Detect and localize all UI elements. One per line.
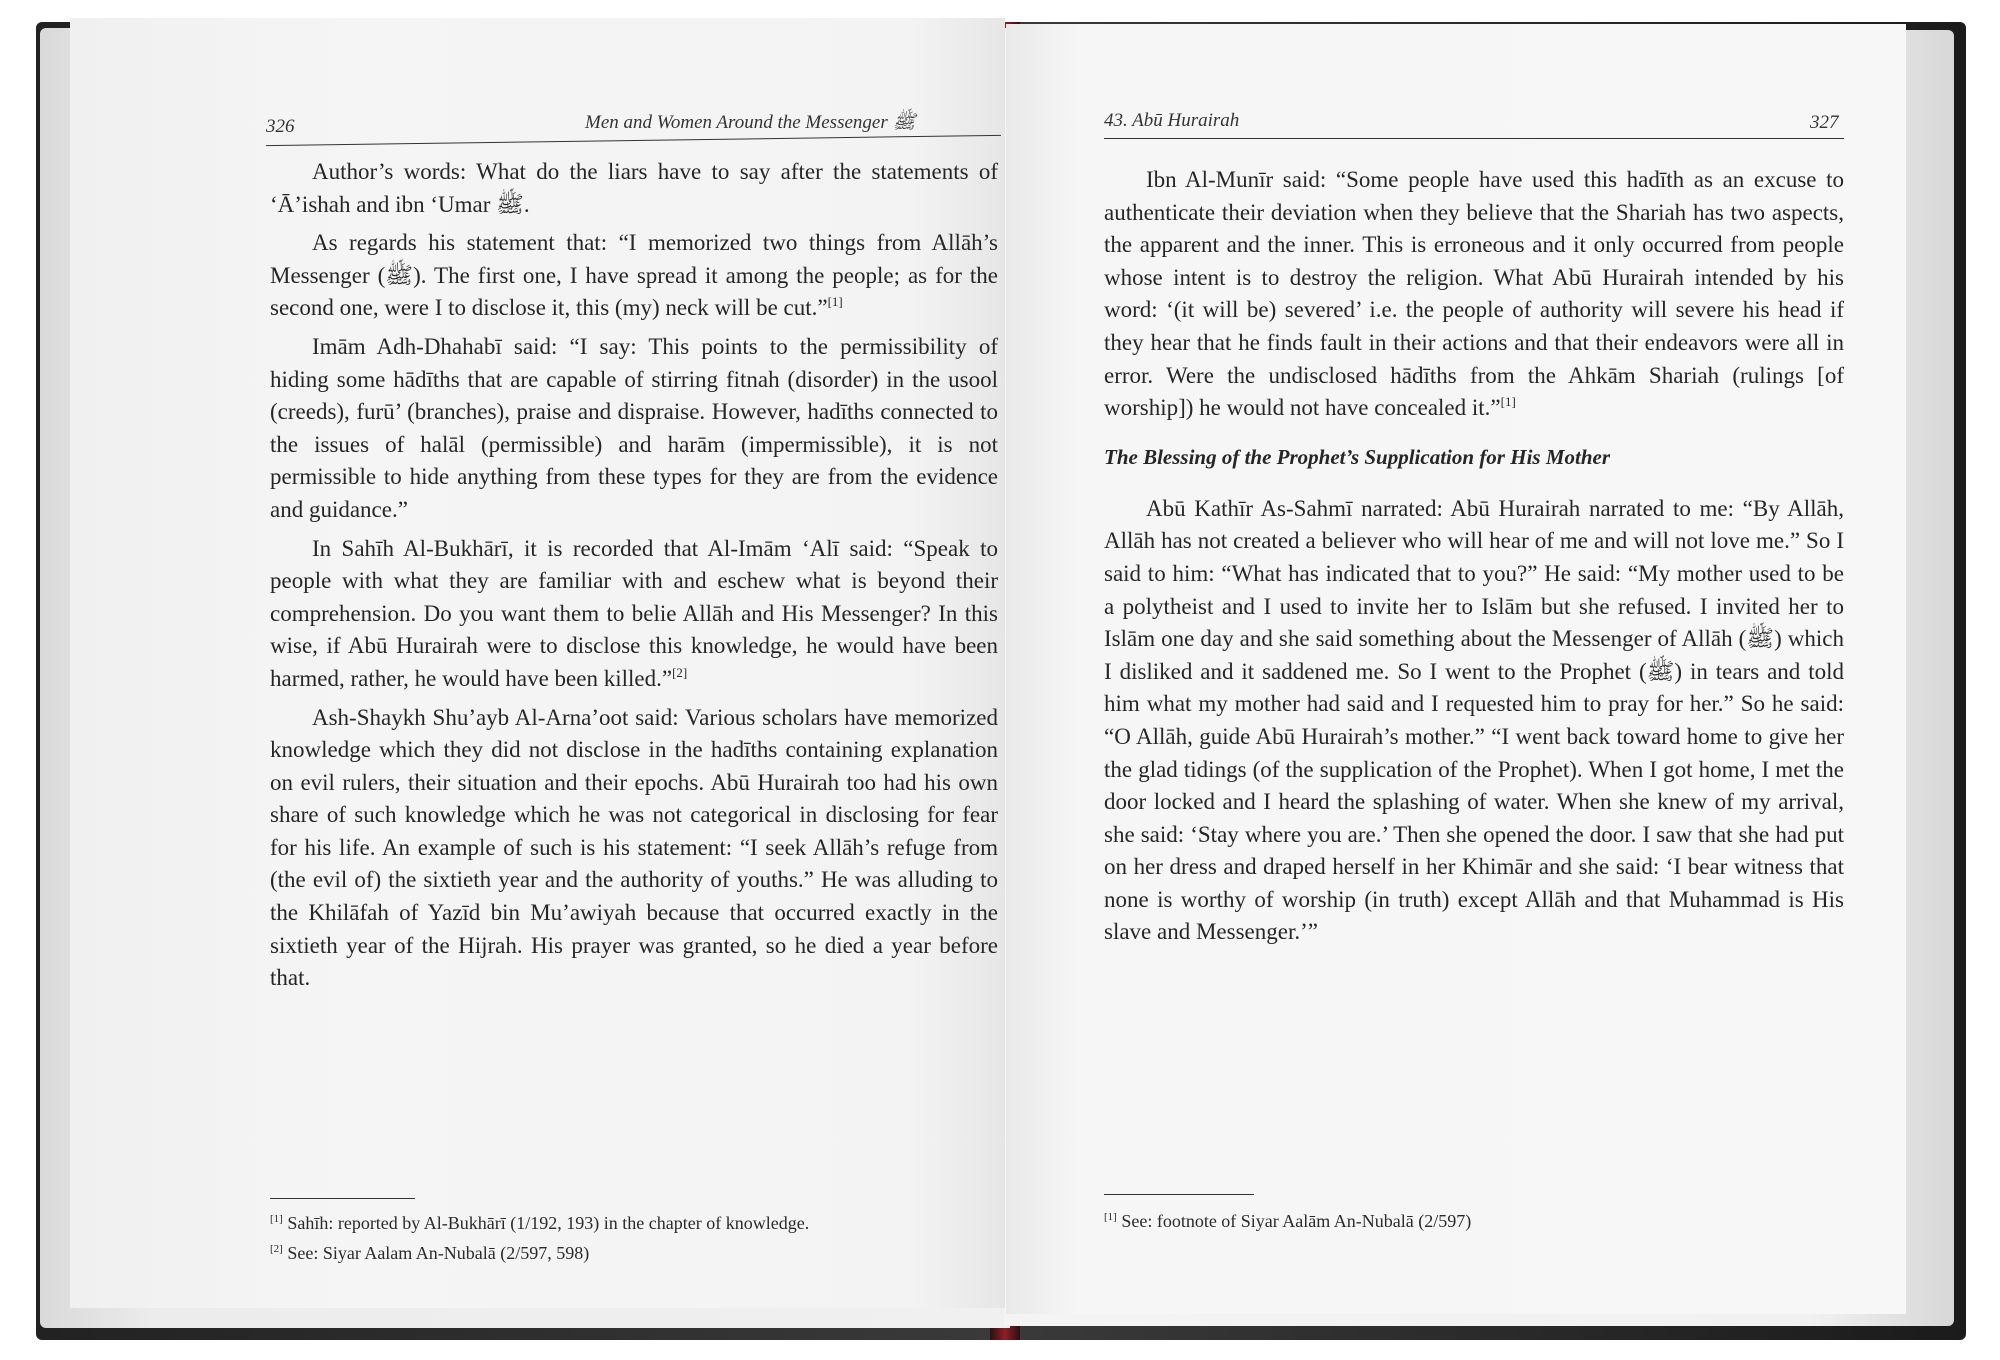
footnote-rule: [270, 1198, 415, 1199]
header-rule: [1104, 138, 1844, 139]
paragraph: [270, 156, 998, 221]
left-footnotes: [270, 1208, 1000, 1268]
right-footnotes: [1104, 1206, 1844, 1236]
paragraph: [1104, 493, 1844, 949]
paragraph: [270, 331, 998, 527]
paragraph-text: As regards his statement that: “I memorized two things from Allāh’s Messenger (ﷺ). The first one, I have spread it among the people; as for the second one, were I to disclose it, this (my) neck will be cut.”: [270, 230, 998, 321]
section-heading: The Blessing of the Prophet’s Supplication for His Mother: [1104, 444, 1610, 469]
footnote-text: See: Siyar Aalam An-Nubalā (2/597, 598): [287, 1243, 590, 1263]
page-number: 327: [1810, 112, 1839, 133]
footnote: [1104, 1206, 1844, 1236]
footnote-number: [2]: [270, 1243, 283, 1255]
running-head: Men and Women Around the Messenger ﷺ: [585, 112, 916, 133]
footnote-marker[interactable]: [1]: [827, 294, 843, 310]
left-body-text: [270, 156, 998, 1001]
paragraph-text: Author’s words: What do the liars have to say after the statements of ‘Ā’ishah and ibn ‘Umar ﷺ.: [270, 159, 998, 217]
footnote-marker[interactable]: [1]: [1500, 394, 1516, 410]
paragraph-text: In Sahīh Al-Bukhārī, it is recorded that Al-Imām ‘Alī said: “Speak to people with what they are familiar with and eschew what is beyond their comprehension. Do you want them to belie Allāh and His Messenger? In this wise, if Abū Hurairah were to disclose this knowledge, he would have been harmed, rather, he would have been killed.”: [270, 535, 998, 691]
left-page: [70, 18, 1005, 1308]
paragraph-text: Ibn Al-Munīr said: “Some people have used this hadīth as an excuse to authenticate their deviation when they believe that the Shariah has two aspects, the apparent and the inner. This is erroneous and it only occurred from people whose intent is to destroy the religion. What Abū Hurairah intended by his word: ‘(it will be) severed’ i.e. the people of authority will severe his head if they hear that he finds fault in their actions and that their endeavors were all in error. Were the undisclosed hādīths from the Ahkām Shariah (rulings [of worship]) he would not have concealed it.”: [1104, 167, 1844, 421]
paragraph: [270, 702, 998, 995]
paragraph: [270, 533, 998, 696]
paragraph: [1104, 164, 1844, 425]
footnote-marker[interactable]: [2]: [672, 664, 688, 680]
page-number: 326: [266, 116, 295, 137]
footnote-text: Sahīh: reported by Al-Bukhārī (1/192, 193) in the chapter of knowledge.: [287, 1213, 810, 1233]
footnote-number: [1]: [1104, 1211, 1117, 1223]
footnote-rule: [1104, 1194, 1254, 1195]
paragraph-text: Ash-Shaykh Shu’ayb Al-Arna’oot said: Various scholars have memorized knowledge which they did not disclose in the hadīths containing explanation on evil rulers, their situation and their epochs. Abū Hurairah too had his own share of such knowledge which he was not categorical in disclosing for fear for his life. An example of such is his statement: “I seek Allāh’s refuge from (the evil of) the sixtieth year and the authority of youths.” He was alluding to the Khilāfah of Yazīd bin Mu’awiyah because that occurred exactly in the sixtieth year of the Hijrah. His prayer was granted, so he died a year before that.: [270, 704, 998, 991]
running-head: 43. Abū Hurairah: [1104, 110, 1240, 131]
footnote: [270, 1238, 1000, 1268]
footnote-number: [1]: [270, 1213, 283, 1225]
right-page: [1006, 24, 1906, 1314]
right-body-text: [1104, 164, 1844, 955]
footnote: [270, 1208, 1000, 1238]
paragraph: [270, 227, 998, 325]
paragraph-text: Abū Kathīr As-Sahmī narrated: Abū Hurairah narrated to me: “By Allāh, Allāh has not created a believer who will hear of me and will not love me.” So I said to him: “What has indicated that to you?” He said: “My mother used to be a polytheist and I used to invite her to Islām but she refused. I invited her to Islām one day and she said something about the Messenger of Allāh (ﷺ) which I disliked and it saddened me. So I went to the Prophet (ﷺ) in tears and told him what my mother had said and I requested him to pray for her.” So he said: “O Allāh, guide Abū Hurairah’s mother.” “I went back toward home to give her the glad tidings (of the supplication of the Prophet). When I got home, I met the door locked and I heard the splashing of water. When she knew of my arrival, she said: ‘Stay where you are.’ Then she opened the door. I saw that she had put on her dress and draped herself in her Khimār and she said: ‘I bear witness that none is worthy of worship (in truth) except Allāh and that Muhammad is His slave and Messenger.’”: [1104, 495, 1844, 945]
paragraph-text: Imām Adh-Dhahabī said: “I say: This points to the permissibility of hiding some hādīths that are capable of stirring fitnah (disorder) in the usool (creeds), furū’ (branches), praise and dispraise. However, hadīths connected to the issues of halāl (permissible) and harām (impermissible), it is not permissible to hide anything from these types for they are from the evidence and guidance.”: [270, 333, 998, 522]
footnote-text: See: footnote of Siyar Aalām An-Nubalā (2/597): [1121, 1211, 1472, 1231]
